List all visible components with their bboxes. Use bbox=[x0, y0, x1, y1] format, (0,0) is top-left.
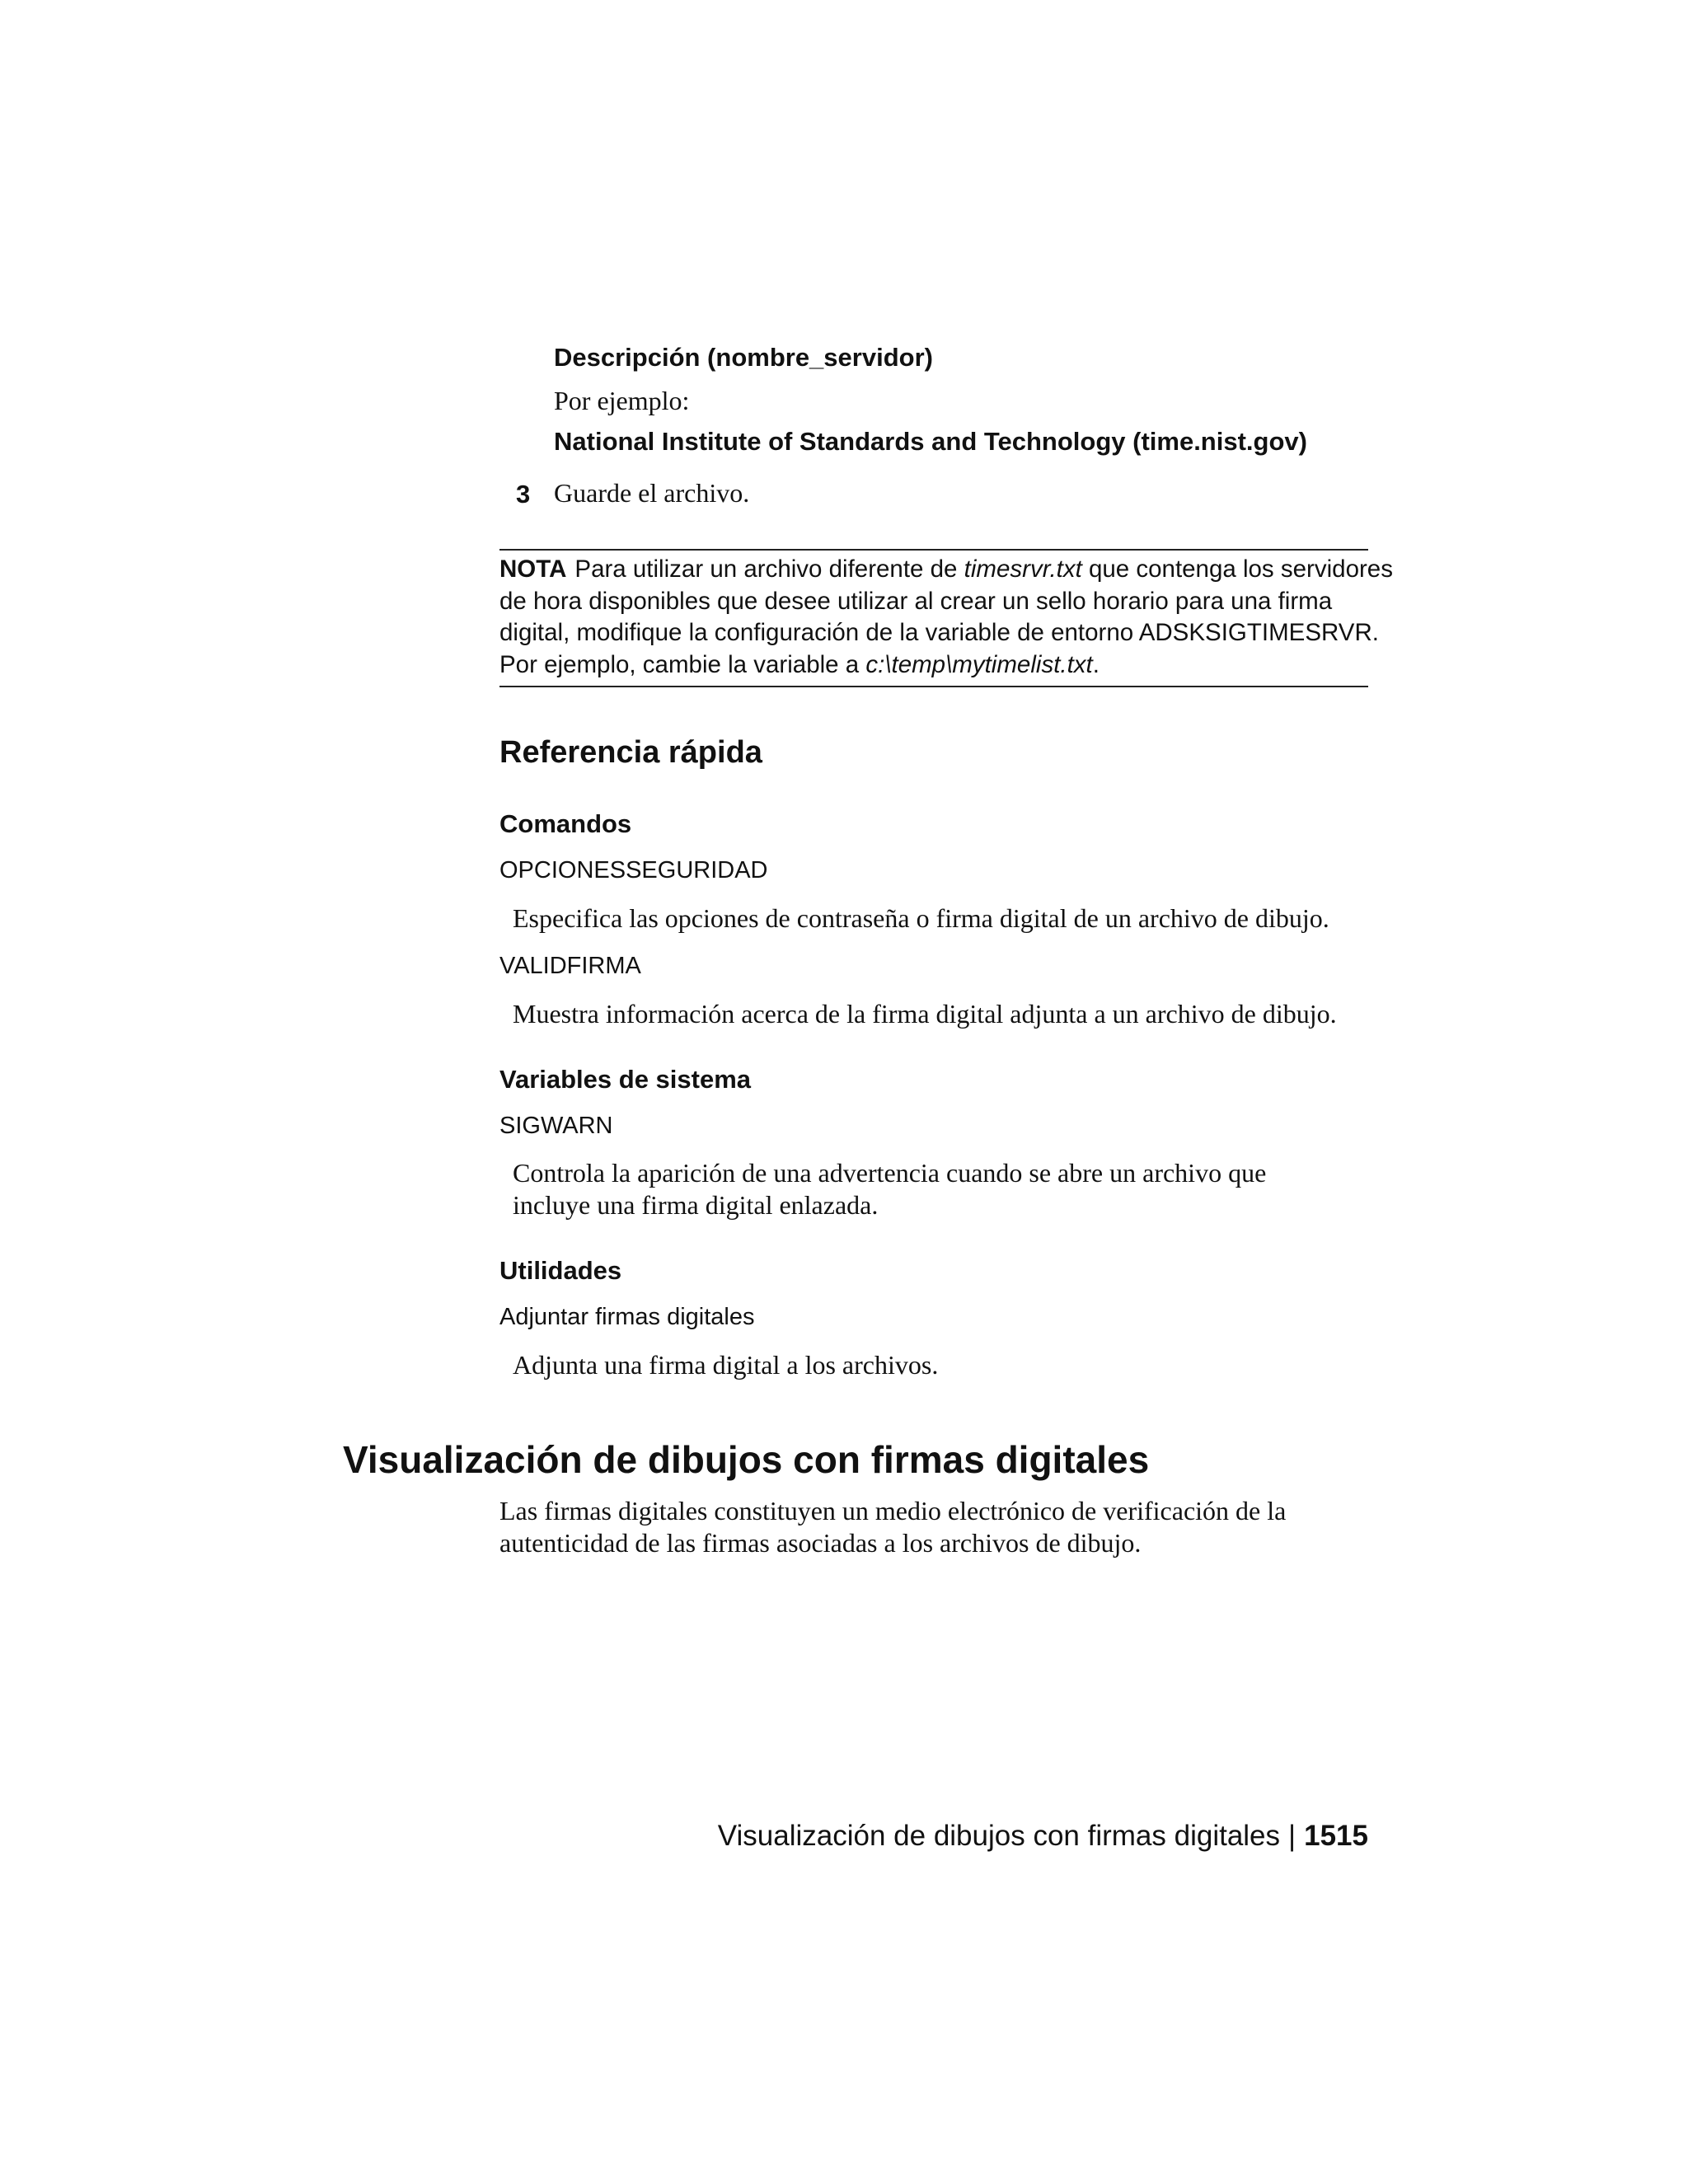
description-line: Controla la aparición de una advertencia cuando se abre un archivo que bbox=[513, 1158, 1267, 1188]
note-text: . bbox=[1092, 650, 1100, 678]
intro-line: Las firmas digitales constituyen un medio electrónico de verificación de la bbox=[499, 1496, 1287, 1526]
step-text: Guarde el archivo. bbox=[554, 478, 750, 508]
note-line-3: digital, modifique la configuración de la variable de entorno ADSKSIGTIMESRVR. bbox=[499, 619, 1379, 646]
command-name: OPCIONESSEGURIDAD bbox=[499, 857, 768, 883]
note-top-rule bbox=[499, 549, 1368, 551]
step-number: 3 bbox=[516, 480, 531, 509]
step-example-value: National Institute of Standards and Technology (time.nist.gov) bbox=[554, 427, 1307, 456]
section-intro bbox=[499, 1495, 1286, 1559]
note-path: c:\temp\mytimelist.txt bbox=[865, 650, 1093, 678]
note-filename: timesrvr.txt bbox=[964, 555, 1082, 583]
command-description: Muestra información acerca de la firma digital adjunta a un archivo de dibujo. bbox=[513, 999, 1337, 1029]
note-bottom-rule bbox=[499, 686, 1368, 687]
system-variable-description bbox=[513, 1157, 1266, 1221]
step-heading: Descripción (nombre_servidor) bbox=[554, 343, 933, 372]
note-text: que contenga los servidores bbox=[1081, 555, 1393, 583]
note-line-2: de hora disponibles que desee utilizar al crear un sello horario para una firma bbox=[499, 587, 1333, 615]
section-title: Visualización de dibujos con firmas digitales bbox=[343, 1438, 1150, 1481]
note-text: Por ejemplo, cambie la variable a bbox=[499, 650, 866, 678]
footer-separator: | bbox=[1288, 1820, 1296, 1852]
step-example-label: Por ejemplo: bbox=[554, 386, 690, 415]
quick-reference-title: Referencia rápida bbox=[499, 735, 762, 770]
intro-line: autenticidad de las firmas asociadas a los archivos de dibujo. bbox=[499, 1528, 1142, 1558]
note-block bbox=[499, 554, 1393, 681]
command-description: Especifica las opciones de contraseña o firma digital de un archivo de dibujo. bbox=[513, 903, 1329, 933]
utilities-heading: Utilidades bbox=[499, 1256, 622, 1285]
footer-title: Visualización de dibujos con firmas digitales bbox=[717, 1820, 1281, 1852]
system-variable-name: SIGWARN bbox=[499, 1113, 613, 1139]
note-line-4 bbox=[499, 649, 1368, 682]
note-line-1 bbox=[499, 554, 1393, 586]
commands-heading: Comandos bbox=[499, 809, 632, 838]
command-name: VALIDFIRMA bbox=[499, 953, 641, 979]
page-footer bbox=[718, 1820, 1368, 1853]
page-number: 1515 bbox=[1304, 1820, 1368, 1852]
description-line: incluye una firma digital enlazada. bbox=[513, 1190, 879, 1220]
utility-description: Adjunta una firma digital a los archivos. bbox=[513, 1350, 939, 1380]
note-text: Para utilizar un archivo diferente de bbox=[574, 555, 964, 583]
note-label: NOTA bbox=[499, 555, 567, 583]
utility-name: Adjuntar firmas digitales bbox=[499, 1304, 755, 1330]
system-variables-heading: Variables de sistema bbox=[499, 1065, 752, 1094]
